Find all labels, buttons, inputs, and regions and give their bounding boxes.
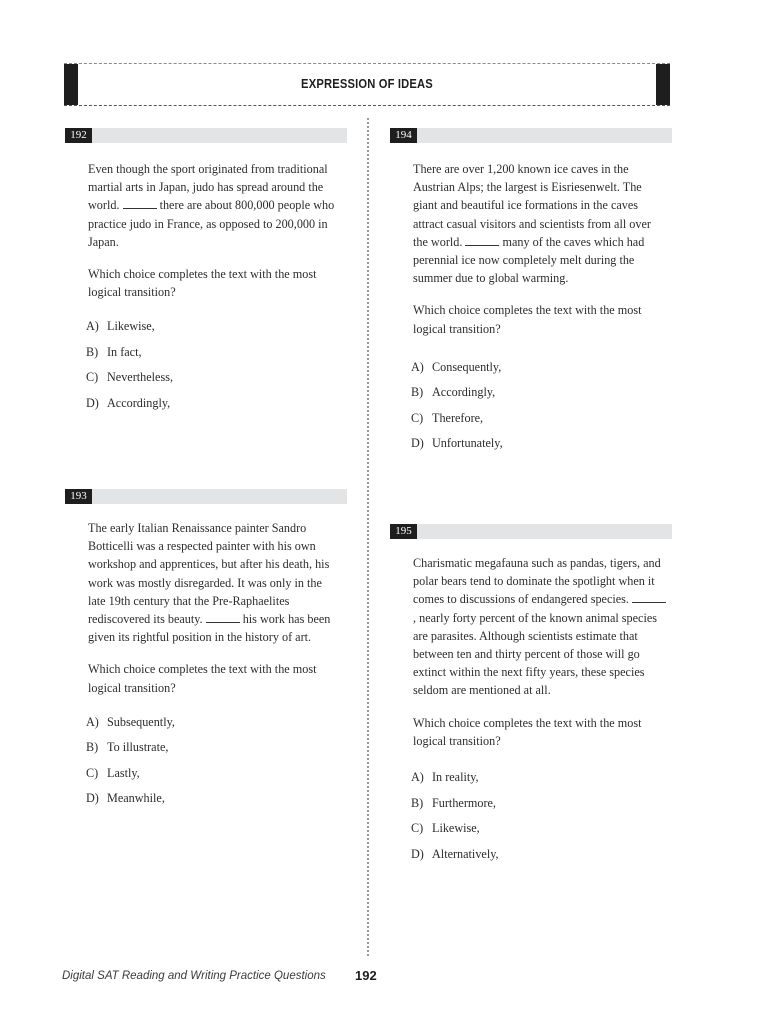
question-header-bar bbox=[65, 128, 347, 143]
question-number: 192 bbox=[65, 128, 92, 143]
question-passage: Even though the sport originated from traditional martial arts in Japan, judo has spread around the world. there are about 800,000 people who practice judo in France, as opposed to 200,000 in Japan. bbox=[88, 162, 335, 249]
choice-b[interactable]: B) To illustrate, bbox=[86, 740, 169, 755]
page-number: 192 bbox=[355, 968, 377, 983]
section-title: EXPRESSION OF IDEAS bbox=[301, 76, 433, 91]
choice-b[interactable]: B) Accordingly, bbox=[411, 385, 496, 400]
header-right-block bbox=[656, 64, 670, 105]
answer-choices bbox=[413, 358, 666, 453]
question-prompt: Which choice completes the text with the most logical transition? bbox=[413, 715, 642, 748]
choice-c[interactable]: C) Likewise, bbox=[411, 821, 480, 836]
answer-blank bbox=[123, 198, 157, 209]
choice-a[interactable]: A) Subsequently, bbox=[86, 714, 175, 729]
question-prompt: Which choice completes the text with the most logical transition? bbox=[88, 662, 317, 695]
question-number: 193 bbox=[65, 489, 92, 504]
choice-b[interactable]: B) In fact, bbox=[86, 344, 142, 359]
question-header-bar bbox=[390, 128, 672, 143]
choice-c[interactable]: C) Nevertheless, bbox=[86, 370, 173, 385]
question-194 bbox=[390, 128, 672, 460]
question-192 bbox=[65, 128, 347, 419]
answer-choices bbox=[413, 768, 666, 863]
question-prompt: Which choice completes the text with the most logical transition? bbox=[413, 303, 642, 336]
column-divider bbox=[367, 118, 369, 956]
question-193 bbox=[65, 489, 347, 815]
question-195 bbox=[390, 524, 672, 870]
answer-blank bbox=[206, 612, 240, 623]
question-number: 195 bbox=[390, 524, 417, 539]
question-passage: Charismatic megafauna such as pandas, tigers, and polar bears tend to dominate the spotlight when it comes to discussions of endangered species. , nearly forty percent of the known animal species are parasites. Although scientists estimate that between ten and thirty percent of those will go extinct within the next fifty years, these species seldom are mentioned at all. bbox=[413, 554, 666, 700]
footer-book-title: Digital SAT Reading and Writing Practice Questions bbox=[62, 970, 326, 982]
choice-a[interactable]: A) Consequently, bbox=[411, 359, 502, 374]
question-prompt: Which choice completes the text with the most logical transition? bbox=[88, 267, 317, 300]
choice-d[interactable]: D) Accordingly, bbox=[86, 395, 171, 410]
answer-choices bbox=[88, 713, 341, 808]
question-header-bar bbox=[65, 489, 347, 504]
question-number: 194 bbox=[390, 128, 417, 143]
answer-choices bbox=[88, 317, 341, 412]
section-header bbox=[64, 63, 670, 106]
question-header-bar bbox=[390, 524, 672, 539]
choice-d[interactable]: D) Alternatively, bbox=[411, 846, 499, 861]
choice-c[interactable]: C) Lastly, bbox=[86, 765, 140, 780]
choice-c[interactable]: C) Therefore, bbox=[411, 410, 484, 425]
choice-a[interactable]: A) Likewise, bbox=[86, 319, 155, 334]
question-passage: There are over 1,200 known ice caves in the Austrian Alps; the largest is Eisriesenwelt. The giant and beautiful ice formations in the caves attract casual visitors and scientists from all over the world. many of the caves which had perennial ice now completely melt during the summer due to global warming. bbox=[413, 162, 651, 286]
answer-blank bbox=[465, 235, 499, 246]
question-passage: The early Italian Renaissance painter Sandro Botticelli was a respected painter with his own workshop and apprentices, but after his death, his work was mostly disregarded. It was only in the late 19th century that the Pre-Raphaelites rediscovered its beauty. his work has been given its rightful position in the history of art. bbox=[88, 521, 331, 645]
choice-a[interactable]: A) In reality, bbox=[411, 770, 479, 785]
choice-b[interactable]: B) Furthermore, bbox=[411, 795, 496, 810]
answer-blank bbox=[632, 592, 666, 603]
choice-d[interactable]: D) Meanwhile, bbox=[86, 791, 165, 806]
choice-d[interactable]: D) Unfortunately, bbox=[411, 436, 503, 451]
header-left-block bbox=[64, 64, 78, 105]
